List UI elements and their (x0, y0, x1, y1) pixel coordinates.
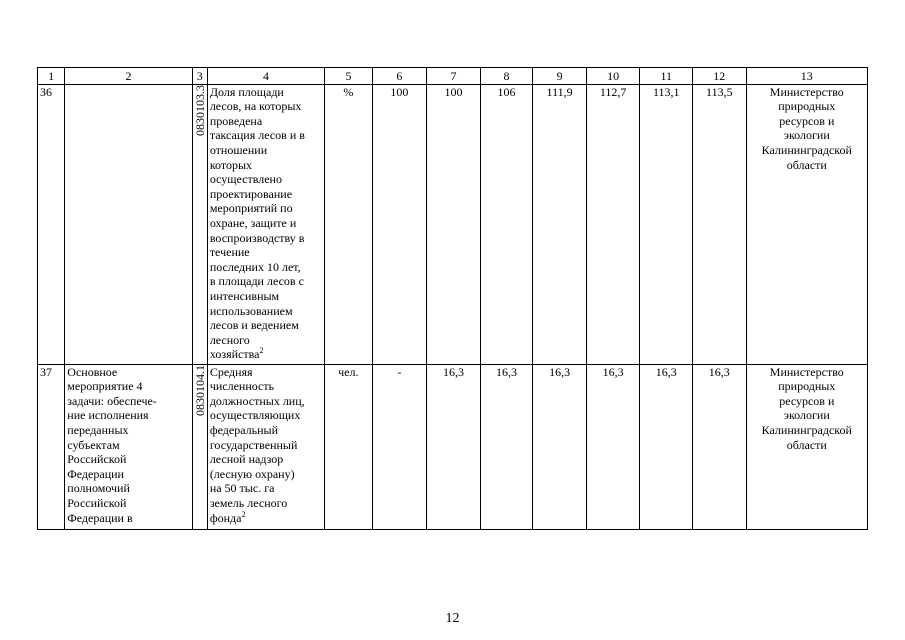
code-cell (192, 84, 207, 364)
value-cell: 100 (372, 84, 427, 364)
header-cell: 7 (427, 68, 481, 85)
value-cell: 113,1 (640, 84, 693, 364)
value-cell: 100 (427, 84, 481, 364)
value-cell: 16,3 (480, 364, 533, 529)
header-cell: 5 (325, 68, 373, 85)
header-cell: 3 (192, 68, 207, 85)
responsible-cell: Министерство природных ресурсов и экологии Калининградской области (746, 84, 867, 364)
value-cell: 16,3 (586, 364, 640, 529)
value-cell: 111,9 (533, 84, 587, 364)
header-cell: 13 (746, 68, 867, 85)
header-cell: 11 (640, 68, 693, 85)
header-cell: 8 (480, 68, 533, 85)
activity-cell (65, 84, 192, 364)
header-cell: 6 (372, 68, 427, 85)
value-cell: 113,5 (693, 84, 747, 364)
code-text: 0830104.1 (192, 364, 207, 416)
header-cell: 12 (693, 68, 747, 85)
value-cell: 106 (480, 84, 533, 364)
indicator-text: Средняя численность должностных лиц, осуществляющих федеральный государственный лесной надзор (лесную охрану) на 50 тыс. га земель лесного фонда (209, 364, 305, 525)
row-number: 37 (38, 364, 65, 529)
value-cell: 16,3 (640, 364, 693, 529)
header-cell: 10 (586, 68, 640, 85)
responsible-cell: Министерство природных ресурсов и экологии Калининградской области (746, 364, 867, 529)
header-cell: 9 (533, 68, 587, 85)
value-cell: - (372, 364, 427, 529)
table-row (38, 84, 868, 364)
header-cell: 1 (38, 68, 65, 85)
header-row (38, 68, 868, 85)
row-number: 36 (38, 84, 65, 364)
footnote-mark: 2 (241, 509, 246, 519)
header-cell: 2 (65, 68, 192, 85)
footnote-mark: 2 (259, 346, 264, 356)
code-text: 0830103.3 (192, 84, 207, 136)
indicator-text: Доля площади лесов, на которых проведена таксация лесов и в отношении которых осуществлено проектирование мероприятий по охране, защите и воспроизводству в течение последних 10 лет, в площади лесов с интенсивным использованием лесов и ведением лесного хозяйства (209, 84, 305, 362)
value-cell: 16,3 (533, 364, 587, 529)
value-cell: 16,3 (427, 364, 481, 529)
value-cell: 112,7 (586, 84, 640, 364)
header-cell: 4 (207, 68, 324, 85)
indicator-cell (207, 364, 324, 529)
code-cell (192, 364, 207, 529)
value-cell: 16,3 (693, 364, 747, 529)
indicators-table (37, 67, 868, 530)
unit-cell: чел. (325, 364, 373, 529)
table-row (38, 364, 868, 529)
unit-cell: % (325, 84, 373, 364)
activity-cell: Основное мероприятие 4 задачи: обеспече- ние исполнения переданных субъектам Российской Федерации полномочий Российской Федерации в (65, 364, 192, 529)
indicator-cell (207, 84, 324, 364)
page-number: 12 (445, 611, 460, 626)
